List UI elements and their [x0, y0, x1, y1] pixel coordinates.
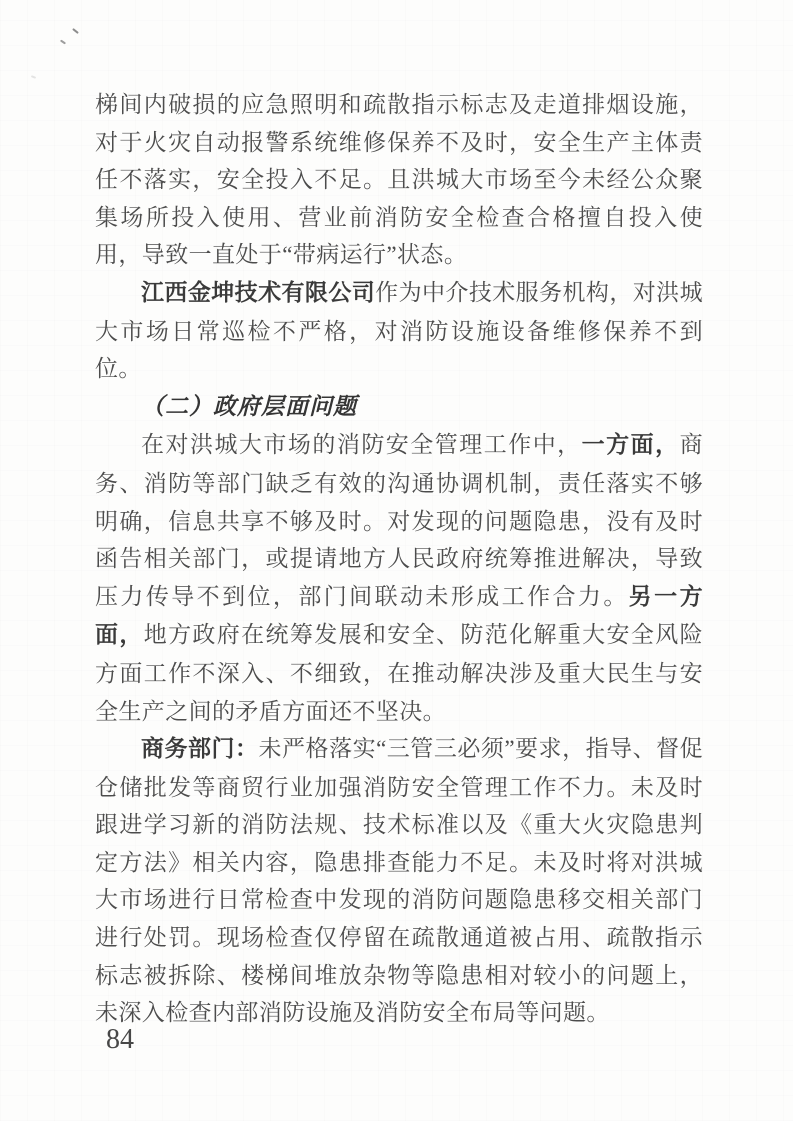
- text-run: 梯间内破损的应急照明和疏散指示标志及走道排烟设施，对于火灾自动报警系统维修保养不及时，安全生产主体责任不落实，安全投入不足。且洪城大市场至今未经公众聚集场所投入使用、营业前消防安全检查合格擅自投入使用，导致一直处于“带病运行”状态。: [95, 92, 703, 268]
- scan-speckle-icon: [31, 75, 36, 79]
- text-run: 在对洪城大市场的消防安全管理工作中，: [141, 432, 582, 458]
- section-heading: [95, 388, 703, 427]
- emphasis-text-run: （二）政府层面问题: [141, 393, 357, 420]
- emphasis-text-run: 商务部门：: [141, 736, 259, 763]
- scan-speckle-icon: [72, 28, 79, 34]
- page-number: 84: [106, 1024, 134, 1055]
- paragraph: [95, 274, 703, 388]
- text-run: 未严格落实“三管三必须”要求，指导、督促仓储批发等商贸行业加强消防安全管理工作不力。未及时跟进学习新的消防法规、技术标准以及《重大火灾隐患判定方法》相关内容，隐患排查能力不足。未及时将对洪城大市场进行日常检查中发现的消防问题隐患移交相关部门进行处罚。现场检查仅停留在疏散通道被占用、疏散指示标志被拆除、楼梯间堆放杂物等隐患相对较小的问题上，未深入检查内部消防设施及消防安全布局等问题。: [95, 736, 704, 1026]
- emphasis-text-run: 江西金坤技术有限公司: [141, 279, 376, 306]
- document-body: [95, 86, 703, 1032]
- emphasis-text-run: 一方面，: [581, 432, 680, 459]
- paragraph: [95, 86, 703, 274]
- text-run: 作为中介技术服务机构，对洪城大市场日常巡检不严格，对消防设施设备维修保养不到位。: [95, 279, 703, 382]
- paragraph: [95, 426, 703, 730]
- paragraph: [95, 730, 703, 1032]
- text-run: 地方政府在统筹发展和安全、防范化解重大安全风险方面工作不深入、不细致，在推动解决涉及重大民生与安全生产之间的矛盾方面还不坚决。: [95, 622, 703, 724]
- scan-speckle-icon: [60, 39, 66, 44]
- emphasis-text-run: 另一方面，: [95, 583, 703, 649]
- text-run: 商务、消防等部门缺乏有效的沟通协调机制，责任落实不够明确，信息共享不够及时。对发现的问题隐患，没有及时函告相关部门，或提请地方人民政府统筹推进解决，导致压力传导不到位，部门间联动未形成工作合力。: [95, 432, 704, 609]
